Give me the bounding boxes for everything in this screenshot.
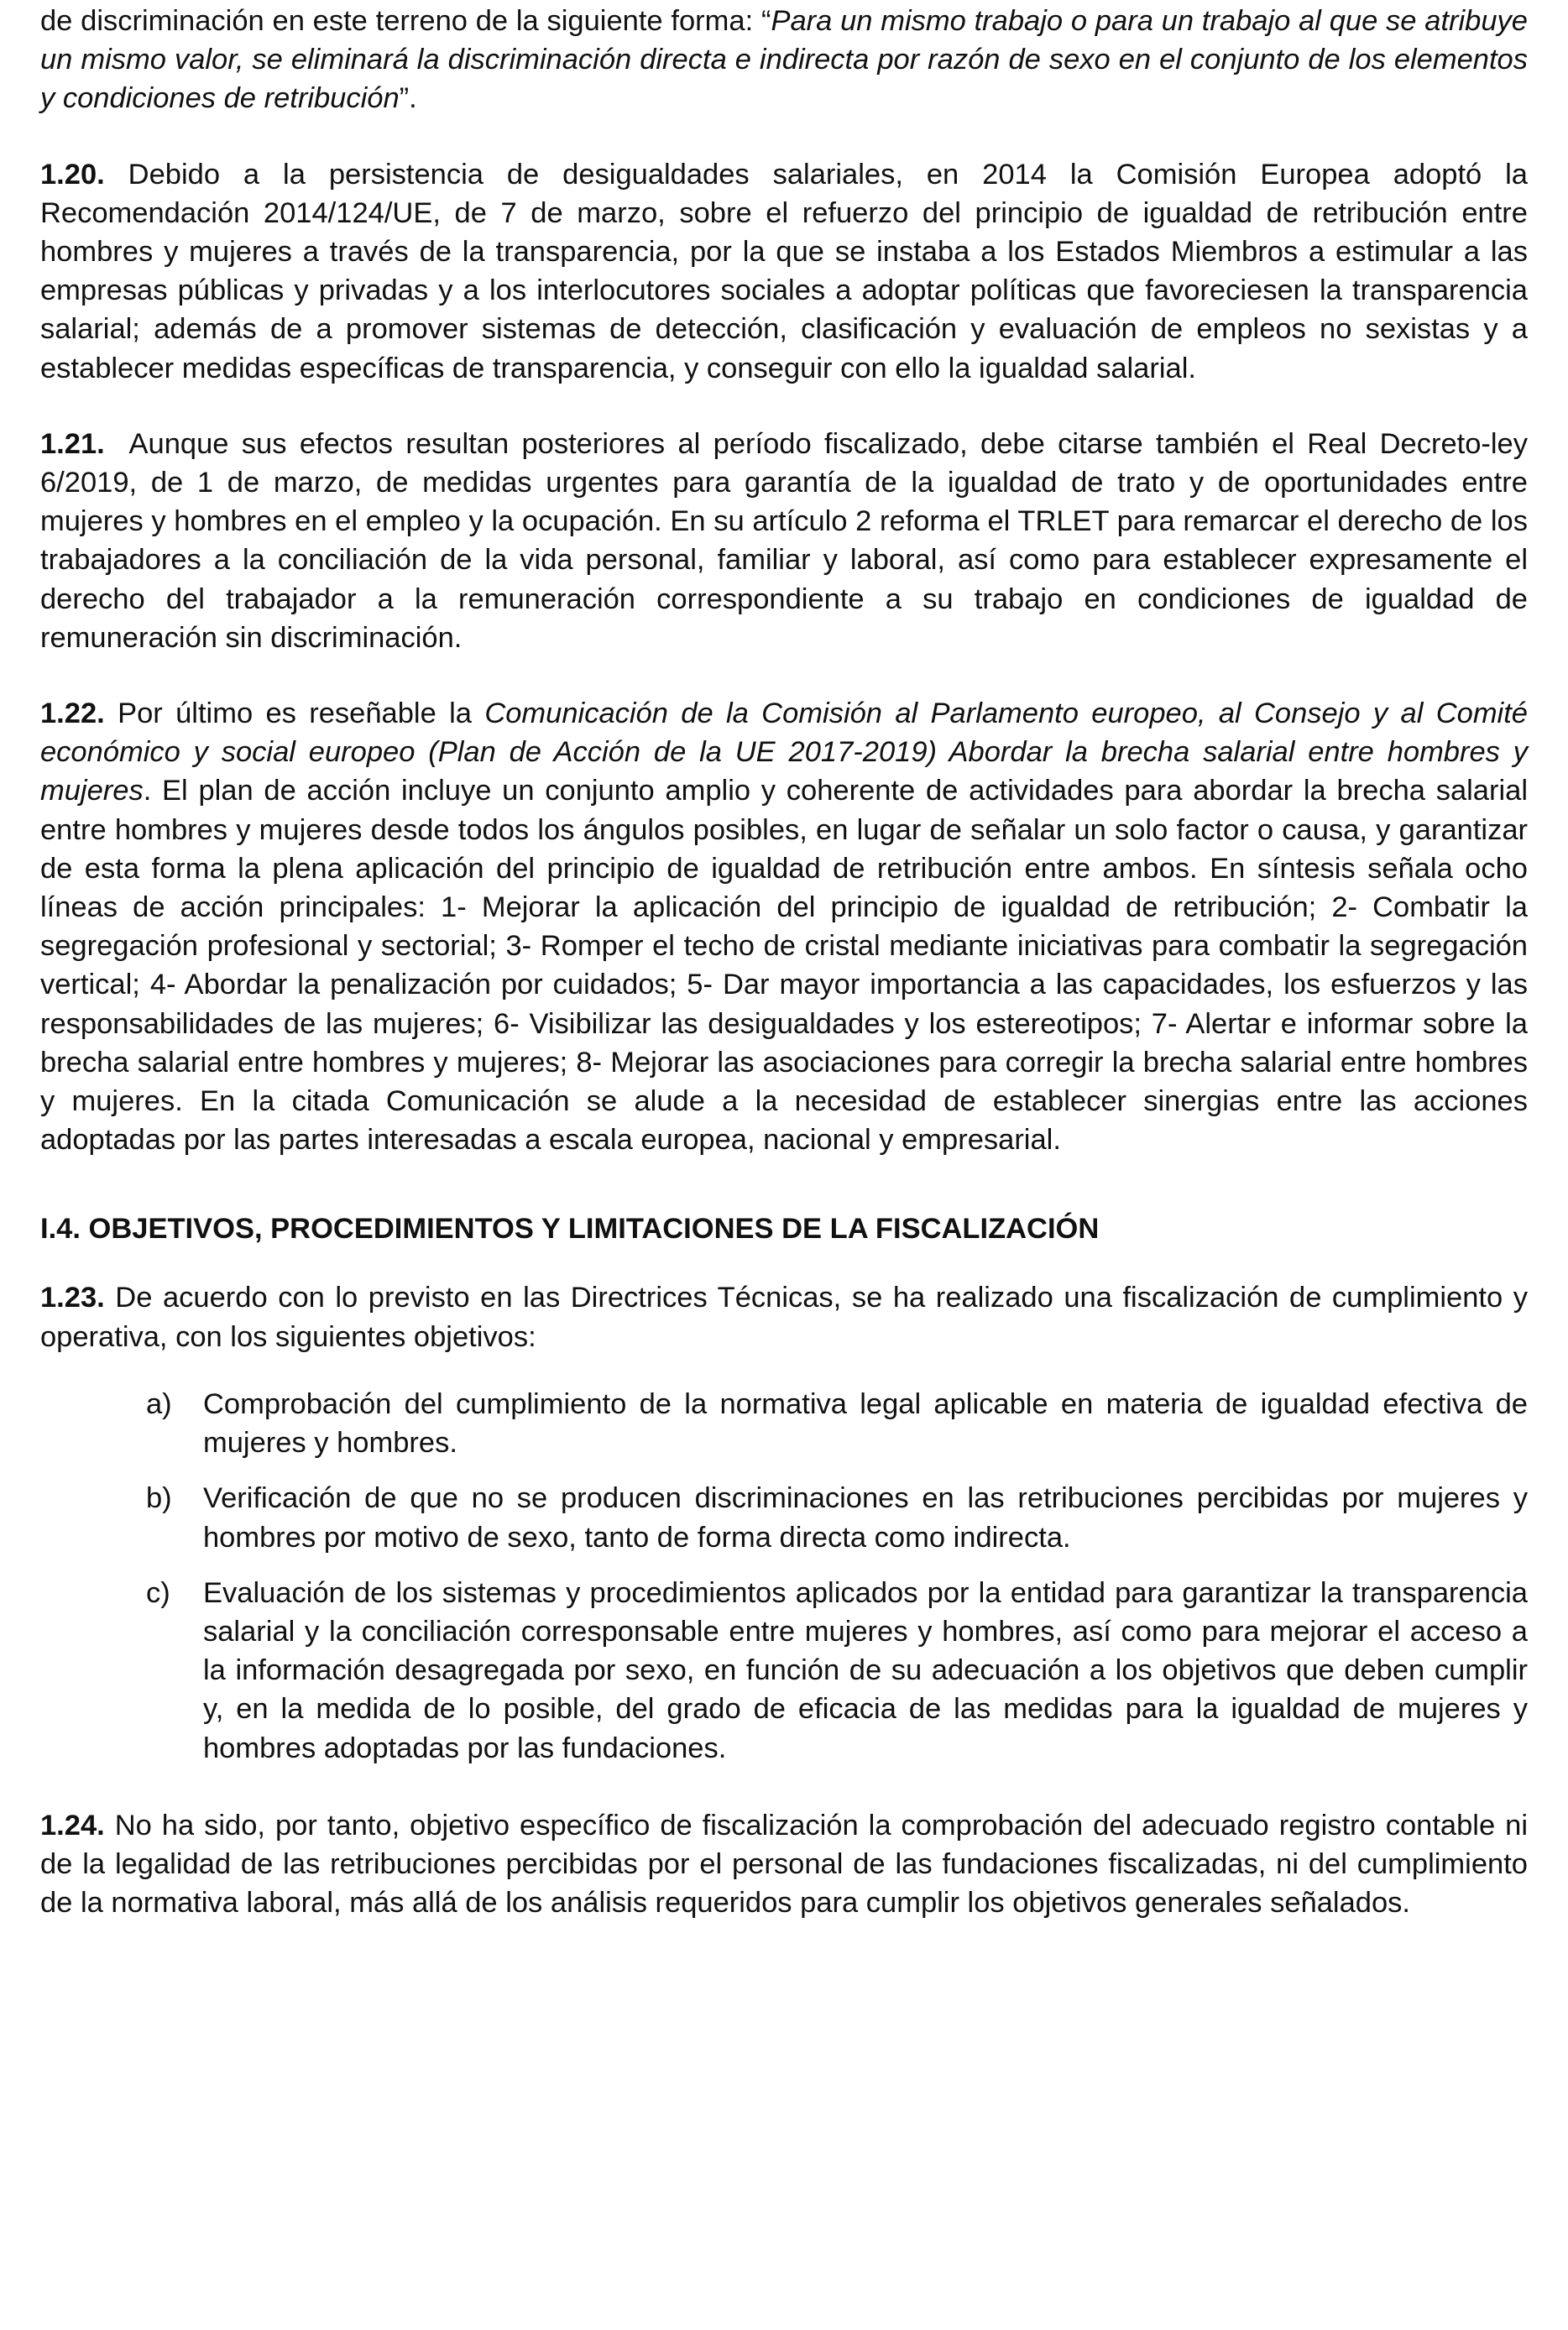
list-item-text: Comprobación del cumplimiento de la normativa legal aplicable en materia de igualdad efectiva de mujeres y hombres. [203, 1387, 1528, 1460]
paragraph-number: 1.22. [40, 697, 105, 730]
paragraph-number: 1.23. [40, 1282, 105, 1314]
objectives-list [40, 1385, 1528, 1768]
paragraph-number: 1.21. [40, 427, 105, 460]
paragraph-italic-title: Comunicación de la Comisión al Parlamento europeo, al Consejo y al Comité económico y social europeo (Plan de Acción de la UE 2017-2019) Abordar la brecha salarial entre hombres y mujeres [40, 697, 1528, 807]
paragraph-text: Aunque sus efectos resultan posteriores al período fiscalizado, debe citarse también el Real Decreto-ley 6/2019, de 1 de marzo, de medidas urgentes para garantía de la igualdad de trato y de oportunidades entre mujeres y hombres en el empleo y la ocupación. En su artículo 2 reforma el TRLET para remarcar el derecho de los trabajadores a la conciliación de la vida personal, familiar y laboral, así como para establecer expresamente el derecho del trabajador a la remuneración correspondiente a su trabajo en condiciones de igualdad de remuneración sin discriminación. [40, 427, 1528, 654]
paragraph-intro [40, 2, 1528, 118]
paragraph-text-a: Por último es reseñable la [118, 697, 472, 730]
paragraph-text: De acuerdo con lo previsto en las Directrices Técnicas, se ha realizado una fiscalización de cumplimiento y operativa, con los siguientes objetivos: [40, 1282, 1528, 1353]
list-marker: c) [146, 1576, 170, 1609]
paragraph-text: Debido a la persistencia de desigualdades salariales, en 2014 la Comisión Europea adoptó la Recomendación 2014/124/UE, de 7 de marzo, sobre el refuerzo del principio de igualdad de retribución entre hombres y mujeres a través de la transparencia, por la que se instaba a los Estados Miembros a estimular a las empresas públicas y privadas y a los interlocutores sociales a adoptar políticas que favoreciesen la transparencia salarial; además de a promover sistemas de detección, clasificación y evaluación de empleos no sexistas y a establecer medidas específicas de transparencia, y conseguir con ello la igualdad salarial. [40, 158, 1528, 384]
paragraph-1-21 [40, 425, 1528, 657]
paragraph-text: No ha sido, por tanto, objetivo específico de fiscalización la comprobación del adecuado registro contable ni de la legalidad de las retribuciones percibidas por el personal de las fundaciones fiscalizadas, ni del cumplimiento de la normativa laboral, más allá de los análisis requeridos para cumplir los objetivos generales señalados. [40, 1809, 1528, 1920]
paragraph-number: 1.20. [40, 158, 105, 191]
intro-quote: Para un mismo trabajo o para un trabajo al que se atribuye un mismo valor, se eliminará la discriminación directa e indirecta por razón de sexo en el conjunto de los elementos y condiciones de retribución [40, 5, 1528, 115]
list-item [40, 1479, 1528, 1556]
paragraph-1-23 [40, 1278, 1528, 1356]
paragraph-1-22 [40, 694, 1528, 1159]
paragraph-number: 1.24. [40, 1809, 105, 1842]
list-marker: a) [146, 1387, 172, 1420]
section-heading: I.4. OBJETIVOS, PROCEDIMIENTOS Y LIMITACIONES DE LA FISCALIZACIÓN [40, 1213, 1100, 1246]
intro-text-a: de discriminación en este terreno de la siguiente forma: “ [40, 5, 771, 37]
list-item-text: Evaluación de los sistemas y procedimientos aplicados por la entidad para garantizar la transparencia salarial y la conciliación corresponsable entre mujeres y hombres, así como para mejorar el acceso a la información desagregada por sexo, en función de su adecuación a los objetivos que deben cumplir y, en la medida de lo posible, del grado de eficacia de las medidas para la igualdad de mujeres y hombres adoptadas por las fundaciones. [203, 1576, 1528, 1764]
list-item-text: Verificación de que no se producen discriminaciones en las retribuciones percibidas por mujeres y hombres por motivo de sexo, tanto de forma directa como indirecta. [203, 1482, 1528, 1554]
list-marker: b) [146, 1482, 172, 1515]
intro-text-b: ”. [399, 82, 417, 115]
paragraph-text-b: . El plan de acción incluye un conjunto amplio y coherente de actividades para abordar la brecha salarial entre hombres y mujeres desde todos los ángulos posibles, en lugar de señalar un solo factor o causa, y garantizar de esta forma la plena aplicación del principio de igualdad de retribución entre ambos. En síntesis señala ocho líneas de acción principales: 1- Mejorar la aplicación del principio de igualdad de retribución; 2- Combatir la segregación profesional y sectorial; 3- Romper el techo de cristal mediante iniciativas para combatir la segregación vertical; 4- Abordar la penalización por cuidados; 5- Dar mayor importancia a las capacidades, los esfuerzos y las responsabilidades de las mujeres; 6- Visibilizar las desigualdades y los estereotipos; 7- Alertar e informar sobre la brecha salarial entre hombres y mujeres; 8- Mejorar las asociaciones para corregir la brecha salarial entre hombres y mujeres. En la citada Comunicación se alude a la necesidad de establecer sinergias entre las acciones adoptadas por las partes interesadas a escala europea, nacional y empresarial. [40, 775, 1528, 1157]
document-page [40, 0, 1528, 1922]
paragraph-1-24 [40, 1806, 1528, 1923]
list-item [40, 1385, 1528, 1462]
paragraph-1-20 [40, 155, 1528, 388]
list-item [40, 1574, 1528, 1768]
